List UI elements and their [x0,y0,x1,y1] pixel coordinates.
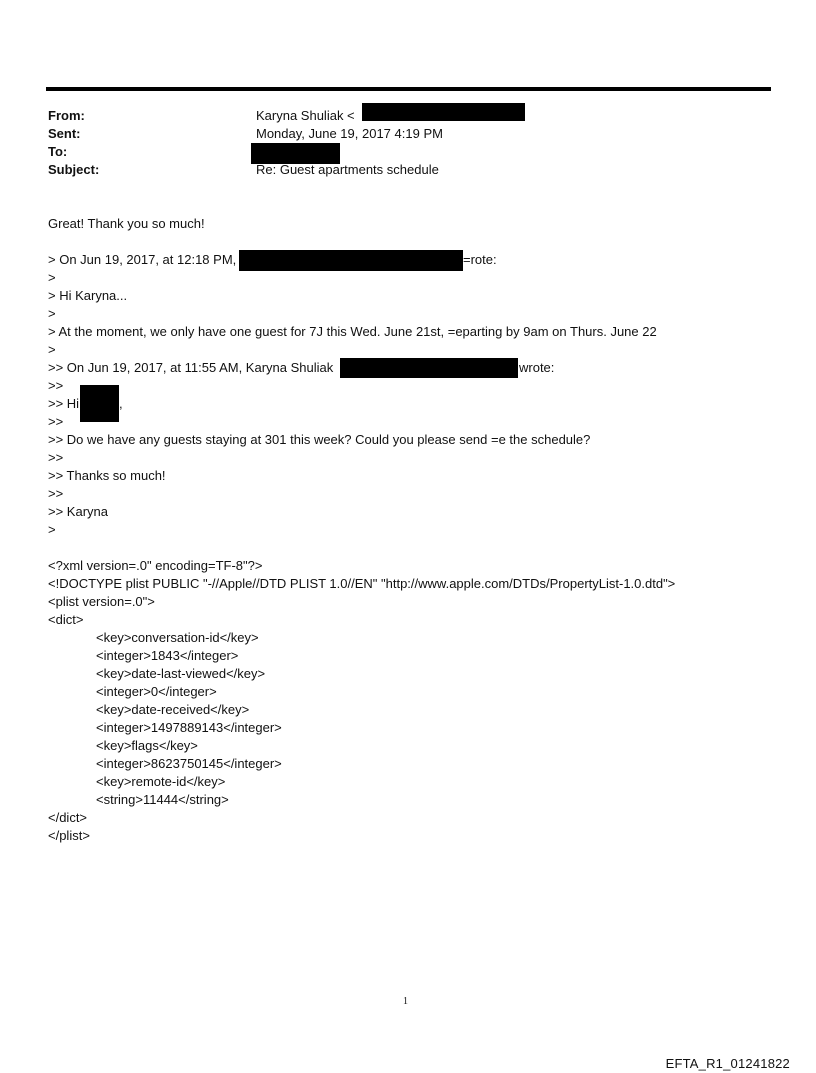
plist-close: </plist> [48,828,90,843]
hi-suffix: , [119,396,123,411]
quote-marker: >> [48,378,64,393]
plist-entry: <integer>0</integer> [96,684,217,699]
plist-entry: <key>date-last-viewed</key> [96,666,266,681]
quote-hi: > Hi Karyna... [48,288,128,303]
quote-marker: >> [48,450,64,465]
plist-entry: <integer>1843</integer> [96,648,239,663]
plist-open: <plist version=.0"> [48,594,155,609]
quote-marker: > [48,306,56,321]
dict-close: </dict> [48,810,88,825]
plist-entry: <key>flags</key> [96,738,198,753]
from-label: From: [48,108,85,123]
sent-label: Sent: [48,126,81,141]
from-email-redaction [362,103,525,121]
from-value: Karyna Shuliak < [256,108,355,123]
plist-entry: <integer>1497889143</integer> [96,720,282,735]
subject-value: Re: Guest apartments schedule [256,162,439,177]
quote-2-redaction [340,358,518,378]
hi-prefix: >> Hi [48,396,80,411]
subject-label: Subject: [48,162,100,177]
quote-marker: > [48,522,56,537]
greeting: Great! Thank you so much! [48,216,205,231]
xml-declaration: <?xml version=.0" encoding=TF-8"?> [48,558,263,573]
plist-entry: <key>date-received</key> [96,702,250,717]
quote-1-prefix: > On Jun 19, 2017, at 12:18 PM, [48,252,237,267]
quote-marker: >> [48,414,64,429]
quote-1-suffix: =rote: [463,252,497,267]
to-label: To: [48,144,68,159]
dict-open: <dict> [48,612,84,627]
quote-thanks: >> Thanks so much! [48,468,166,483]
quote-2-prefix: >> On Jun 19, 2017, at 11:55 AM, Karyna Shuliak [48,360,334,375]
doctype-line: <!DOCTYPE plist PUBLIC "-//Apple//DTD PLIST 1.0//EN" "http://www.apple.com/DTDs/PropertyList-1.0.dtd"> [48,576,676,591]
quote-1-redaction [239,250,463,271]
plist-entry: <string>11444</string> [96,792,229,807]
plist-entry: <key>conversation-id</key> [96,630,259,645]
quote-2-suffix: wrote: [519,360,555,375]
plist-entry: <integer>8623750145</integer> [96,756,282,771]
document-id: EFTA_R1_01241822 [665,1056,790,1071]
quote-moment: > At the moment, we only have one guest for 7J this Wed. June 21st, =eparting by 9am on Thurs. June 22 [48,324,657,339]
quote-signature: >> Karyna [48,504,108,519]
hi-name-redaction [80,385,119,422]
plist-entry: <key>remote-id</key> [96,774,226,789]
quote-question: >> Do we have any guests staying at 301 this week? Could you please send =e the schedule? [48,432,591,447]
quote-marker: > [48,342,56,357]
page-number: 1 [403,996,408,1007]
sent-value: Monday, June 19, 2017 4:19 PM [256,126,443,141]
header-rule [46,87,771,91]
quote-marker: > [48,270,56,285]
quote-marker: >> [48,486,64,501]
